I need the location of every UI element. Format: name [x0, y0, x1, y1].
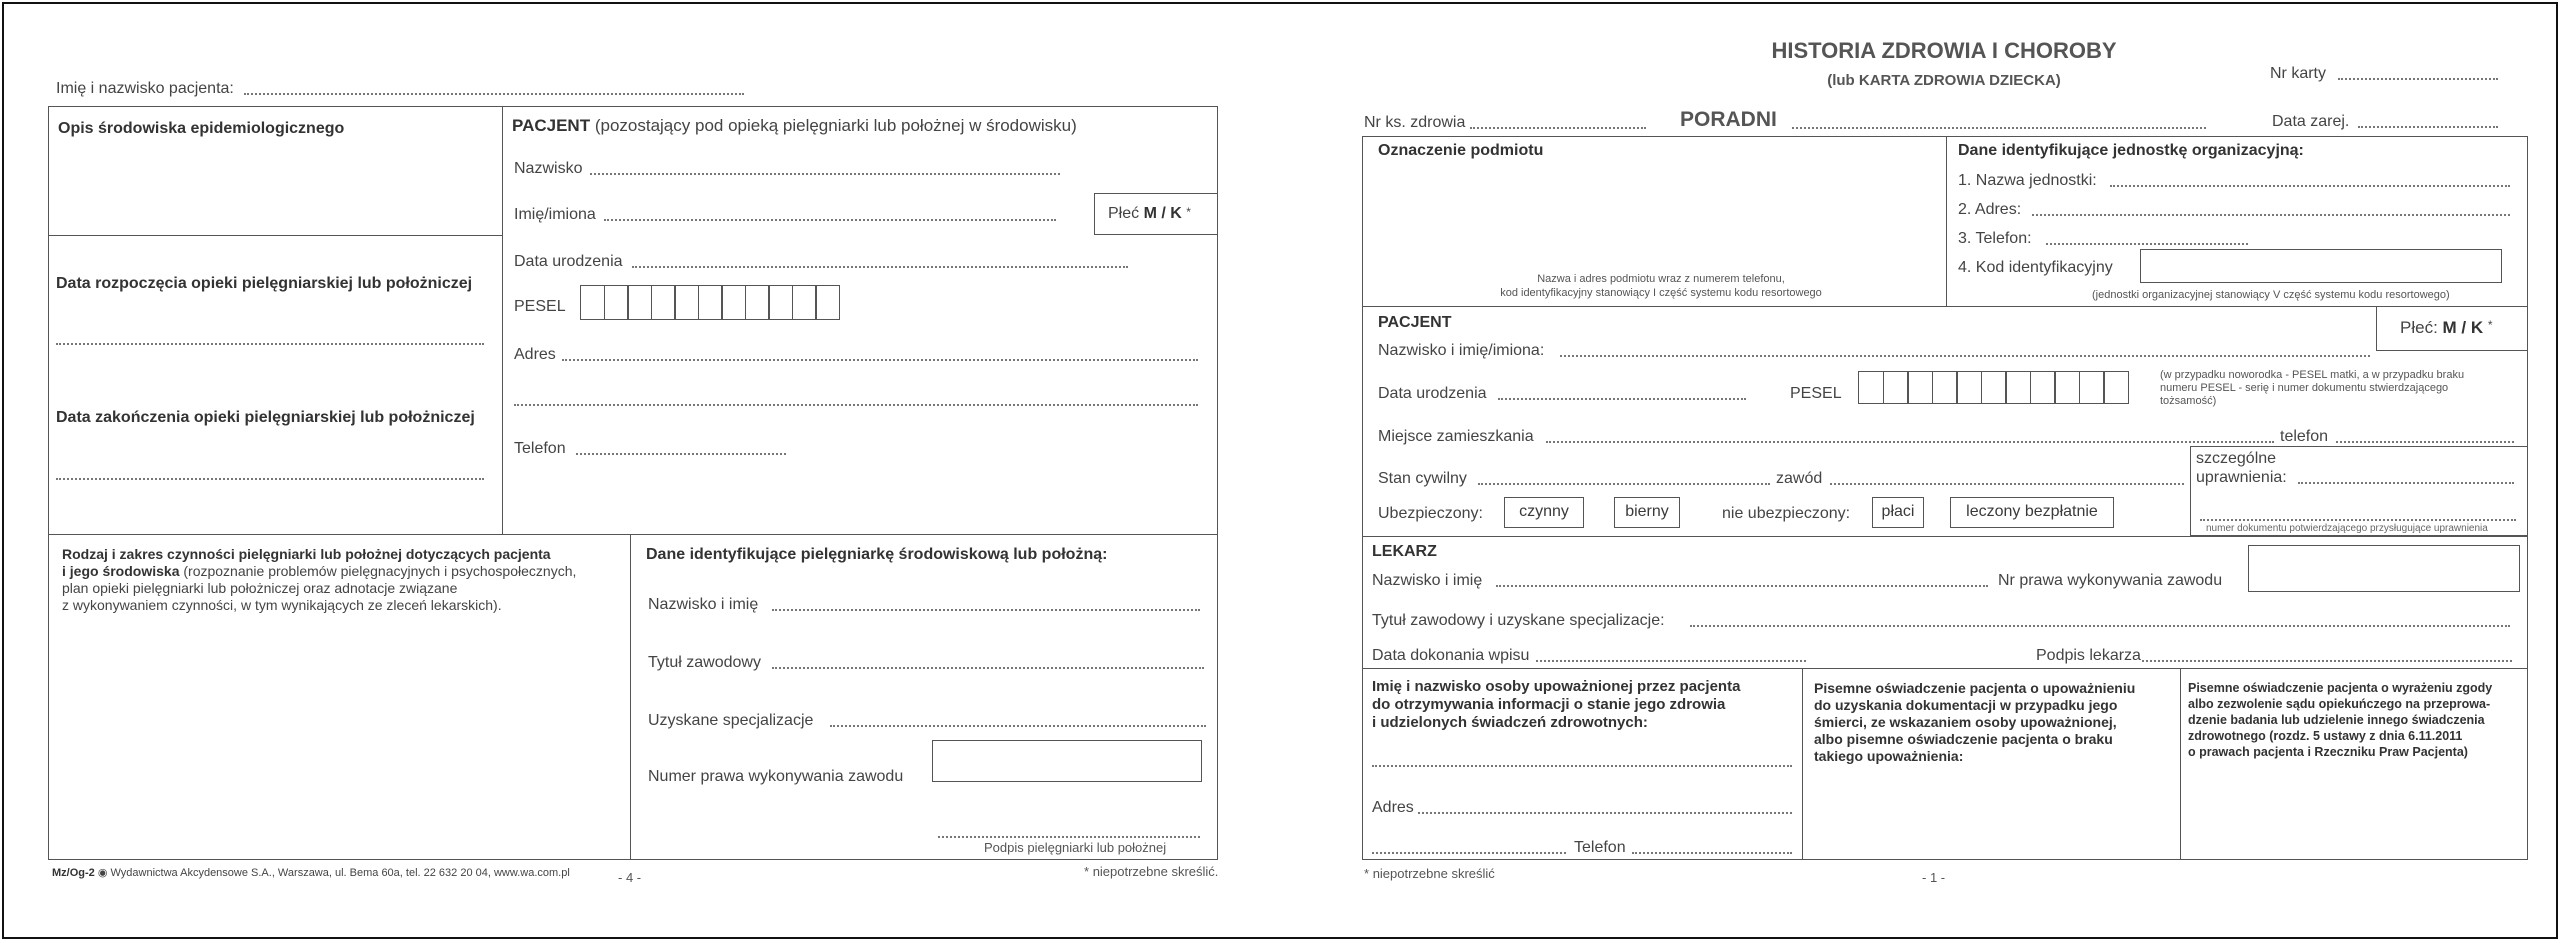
- lek-tytul-label: Tytuł zawodowy i uzyskane specjalizacje:: [1372, 612, 1665, 629]
- pisemne2-line5: o prawach pacjenta i Rzeczniku Praw Pacjenta): [2188, 745, 2468, 759]
- upow-telefon-field[interactable]: [1632, 852, 1792, 854]
- right-niepotrzebne: niepotrzebne skreślić: [1372, 866, 1495, 881]
- upow-line1: Imię i nazwisko osoby upoważnionej przez pacjenta: [1372, 678, 1741, 695]
- pesel-label: PESEL: [514, 298, 566, 315]
- lek-data-label: Data dokonania wpisu: [1372, 647, 1530, 664]
- jedn-nazwa-field[interactable]: [2110, 185, 2510, 187]
- start-care-field[interactable]: [56, 343, 484, 345]
- adres-field-2[interactable]: [514, 404, 1198, 406]
- data-zarej-label: Data zarej.: [2272, 113, 2350, 130]
- right-pesel-boxes[interactable]: [1858, 371, 2128, 404]
- left-divider-opis: [48, 235, 502, 236]
- jedn-telefon-field[interactable]: [2046, 243, 2248, 245]
- nie-ubezp-label: nie ubezpieczony:: [1722, 505, 1851, 522]
- left-divider-bottom: [630, 534, 631, 860]
- right-data-ur-field[interactable]: [1498, 398, 1746, 400]
- numer-dok-note: numer dokumentu potwierdzającego przysługujące uprawnienia: [2206, 523, 2488, 534]
- right-star: *: [1364, 866, 1370, 881]
- placi-option[interactable]: płaci: [1872, 497, 1924, 528]
- right-plec-star: *: [2487, 318, 2493, 332]
- plec-label: Płeć: [1108, 205, 1140, 222]
- miejsce-field[interactable]: [1546, 441, 2274, 443]
- miejsce-label: Miejsce zamieszkania: [1378, 428, 1534, 445]
- lek-podpis-field[interactable]: [2142, 660, 2512, 662]
- lekarz-title: LEKARZ: [1372, 543, 1437, 560]
- nr-ks-field[interactable]: [1470, 127, 1646, 129]
- adres-label: Adres: [514, 346, 556, 363]
- pisemne2-line3: dzenie badania lub udzielenie innego świadczenia: [2188, 713, 2485, 727]
- poradni-field[interactable]: [1792, 127, 2206, 129]
- oznaczenie-note1: Nazwa i adres podmiotu wraz z numerem telefonu,: [1537, 273, 1785, 285]
- data-zarej-field[interactable]: [2358, 126, 2498, 128]
- pesel-note3: tożsamość): [2160, 395, 2217, 407]
- upow-line3: i udzielonych świadczeń zdrowotnych:: [1372, 714, 1648, 731]
- pisemne2-line1: Pisemne oświadczenie pacjenta o wyrażeniu zgody: [2188, 681, 2493, 695]
- lek-nazwisko-label: Nazwisko i imię: [1372, 572, 1483, 589]
- right-page-number: - 1 -: [1922, 870, 1946, 885]
- end-care-label: Data zakończenia opieki pielęgniarskiej lub położniczej: [56, 409, 475, 426]
- right-divider-b1: [1802, 668, 1803, 860]
- lek-data-field[interactable]: [1536, 660, 1806, 662]
- telefon-field[interactable]: [576, 453, 786, 455]
- right-pacjent-title: PACJENT: [1378, 314, 1452, 331]
- right-divider-b2: [2180, 668, 2181, 860]
- footer-code: Mz/Og-2: [52, 867, 95, 879]
- szczegolne-field[interactable]: [2298, 482, 2514, 484]
- nr-ks-label: Nr ks. zdrowia: [1364, 114, 1466, 131]
- tytul-field[interactable]: [772, 667, 1204, 669]
- jedn-telefon-label: 3. Telefon:: [1958, 230, 2032, 247]
- left-divider-vertical: [502, 106, 503, 534]
- left-star: *: [1084, 864, 1090, 879]
- szczegolne-doc-field[interactable]: [2200, 519, 2516, 521]
- upow-adres-field[interactable]: [1418, 812, 1792, 814]
- right-divider-top: [1946, 136, 1947, 306]
- nazwisko-imie-field[interactable]: [772, 609, 1200, 611]
- rodzaj-line2-bold: i jego środowiska: [62, 563, 180, 579]
- stan-field[interactable]: [1478, 483, 1770, 485]
- specjalizacje-label: Uzyskane specjalizacje: [648, 712, 814, 729]
- nazwisko-field[interactable]: [590, 173, 1060, 175]
- plec-value[interactable]: M / K: [1143, 205, 1182, 222]
- szczegolne-label2: uprawnienia:: [2196, 469, 2287, 486]
- right-pesel-label: PESEL: [1790, 385, 1842, 402]
- podpis-piel-label: Podpis pielęgniarki lub położnej: [984, 840, 1167, 855]
- nr-karty-field[interactable]: [2338, 78, 2498, 80]
- opis-title: Opis środowiska epidemiologicznego: [58, 120, 345, 137]
- right-divider-pacjent: [1362, 306, 2528, 307]
- zawod-field[interactable]: [1830, 483, 2184, 485]
- specjalizacje-field[interactable]: [830, 725, 1206, 727]
- pisemne1-line1: Pisemne oświadczenie pacjenta o upoważnieniu: [1814, 680, 2136, 696]
- imie-label: Imię/imiona: [514, 206, 596, 223]
- oznaczenie-note2: kod identyfikacyjny stanowiący I część systemu kodu resortowego: [1500, 287, 1822, 299]
- leczony-option[interactable]: leczony bezpłatnie: [1950, 497, 2114, 528]
- footer-publisher: Wydawnictwa Akcydensowe S.A., Warszawa, ul. Bema 60a, tel. 22 632 20 04, www.wa.com.pl: [110, 867, 570, 879]
- lek-nazwisko-field[interactable]: [1496, 585, 1988, 587]
- pesel-boxes[interactable]: [580, 285, 839, 320]
- lek-npwz-box[interactable]: [2248, 545, 2520, 592]
- adres-field-1[interactable]: [562, 359, 1198, 361]
- jedn-kod-box[interactable]: [2140, 249, 2502, 283]
- right-telefon-label: telefon: [2280, 428, 2329, 445]
- jedn-adres-label: 2. Adres:: [1958, 201, 2022, 218]
- upow-adres-label: Adres: [1372, 799, 1414, 816]
- nr-karty-label: Nr karty: [2270, 65, 2326, 82]
- bierny-option[interactable]: bierny: [1614, 497, 1680, 528]
- right-plec-label: Płeć:: [2400, 318, 2438, 337]
- dane-piel-title: Dane identyfikujące pielęgniarkę środowiskową lub położną:: [646, 546, 1108, 563]
- pesel-note2: numeru PESEL - serię i numer dokumentu stwierdzającego: [2160, 382, 2449, 394]
- start-care-label: Data rozpoczęcia opieki pielęgniarskiej lub położniczej: [56, 275, 473, 292]
- pacjent-subtitle: (pozostający pod opieką pielęgniarki lub położnej w środowisku): [594, 116, 1077, 135]
- rodzaj-line2-rest: (rozpoznanie problemów pielęgnacyjnych i psychospołecznych,: [179, 563, 577, 579]
- stan-label: Stan cywilny: [1378, 470, 1467, 487]
- upow-name-field[interactable]: [1372, 765, 1792, 767]
- lek-tytul-field[interactable]: [1690, 625, 2510, 627]
- jedn-nazwa-label: 1. Nazwa jednostki:: [1958, 172, 2097, 189]
- dane-jedn-title: Dane identyfikujące jednostkę organizacyjną:: [1958, 142, 2304, 159]
- jedn-note: (jednostki organizacyjnej stanowiący V część systemu kodu resortowego): [2092, 289, 2450, 301]
- publisher-logo-icon: ◉: [97, 867, 108, 879]
- czynny-option[interactable]: czynny: [1504, 497, 1584, 528]
- pesel-note1: (w przypadku noworodka - PESEL matki, a w przypadku braku: [2160, 369, 2465, 381]
- pisemne1-line5: takiego upoważnienia:: [1814, 748, 1964, 764]
- oznaczenie-title: Oznaczenie podmiotu: [1378, 142, 1544, 159]
- rodzaj-line1: Rodzaj i zakres czynności pielęgniarki lub położnej dotyczących pacjenta: [62, 546, 551, 562]
- szczegolne-label1: szczególne: [2196, 450, 2277, 467]
- upow-adres-field-2[interactable]: [1372, 852, 1566, 854]
- right-telefon-field[interactable]: [2336, 441, 2514, 443]
- plec-star: *: [1186, 205, 1191, 219]
- ubezpieczony-label: Ubezpieczony:: [1378, 505, 1483, 522]
- right-data-ur-label: Data urodzenia: [1378, 385, 1487, 402]
- right-divider-lekarz: [1362, 536, 2528, 537]
- jedn-adres-field[interactable]: [2032, 214, 2510, 216]
- pisemne2-line4: zdrowotnego (rozdz. 5 ustawy z dnia 6.11.2011: [2188, 729, 2463, 743]
- left-divider-middle: [48, 534, 1218, 535]
- right-nazwisko-field[interactable]: [1560, 355, 2370, 357]
- nazwisko-imie-label: Nazwisko i imię: [648, 596, 759, 613]
- data-ur-label: Data urodzenia: [514, 253, 623, 270]
- lek-npwz-label: Nr prawa wykonywania zawodu: [1998, 572, 2223, 589]
- zawod-label: zawód: [1776, 470, 1823, 487]
- npwz-box[interactable]: [932, 740, 1202, 782]
- jedn-kod-label: 4. Kod identyfikacyjny: [1958, 259, 2113, 276]
- poradni-label: PORADNI: [1680, 108, 1777, 131]
- pisemne1-line2: do uzyskania dokumentacji w przypadku jego: [1814, 697, 2118, 713]
- npwz-label: Numer prawa wykonywania zawodu: [648, 768, 904, 785]
- tytul-label: Tytuł zawodowy: [648, 654, 761, 671]
- imie-field[interactable]: [604, 219, 1056, 221]
- end-care-field[interactable]: [56, 478, 484, 480]
- left-niepotrzebne: niepotrzebne skreślić.: [1092, 864, 1219, 879]
- right-subtitle: (lub KARTA ZDROWIA DZIECKA): [1827, 72, 2061, 89]
- patient-name-field[interactable]: [244, 93, 744, 95]
- right-nazwisko-label: Nazwisko i imię/imiona:: [1378, 342, 1545, 359]
- pisemne1-line4: albo pisemne oświadczenie pacjenta o braku: [1814, 731, 2113, 747]
- patient-name-label: Imię i nazwisko pacjenta:: [56, 80, 234, 97]
- right-divider-bottom: [1362, 668, 2528, 669]
- rodzaj-line3: plan opieki pielęgniarki lub położniczej oraz adnotacje związane: [62, 580, 458, 596]
- pisemne1-line3: śmierci, ze wskazaniem osoby upoważnionej,: [1814, 714, 2117, 730]
- data-ur-field[interactable]: [632, 266, 1128, 268]
- upow-telefon-label: Telefon: [1574, 839, 1626, 856]
- nazwisko-label: Nazwisko: [514, 160, 583, 177]
- lek-podpis-label: Podpis lekarza: [2036, 647, 2141, 664]
- right-title: HISTORIA ZDROWIA I CHOROBY: [1771, 38, 2117, 63]
- pisemne2-line2: albo zezwolenie sądu opiekuńczego na przeprowa-: [2188, 697, 2491, 711]
- right-plec-value[interactable]: M / K: [2442, 318, 2484, 337]
- pacjent-title: PACJENT: [512, 116, 591, 135]
- upow-line2: do otrzymywania informacji o stanie jego zdrowia: [1372, 696, 1726, 713]
- podpis-piel-line[interactable]: [938, 836, 1200, 838]
- telefon-label: Telefon: [514, 440, 566, 457]
- left-page-number: - 4 -: [618, 870, 642, 885]
- rodzaj-line4: z wykonywaniem czynności, w tym wynikających ze zleceń lekarskich).: [62, 597, 502, 613]
